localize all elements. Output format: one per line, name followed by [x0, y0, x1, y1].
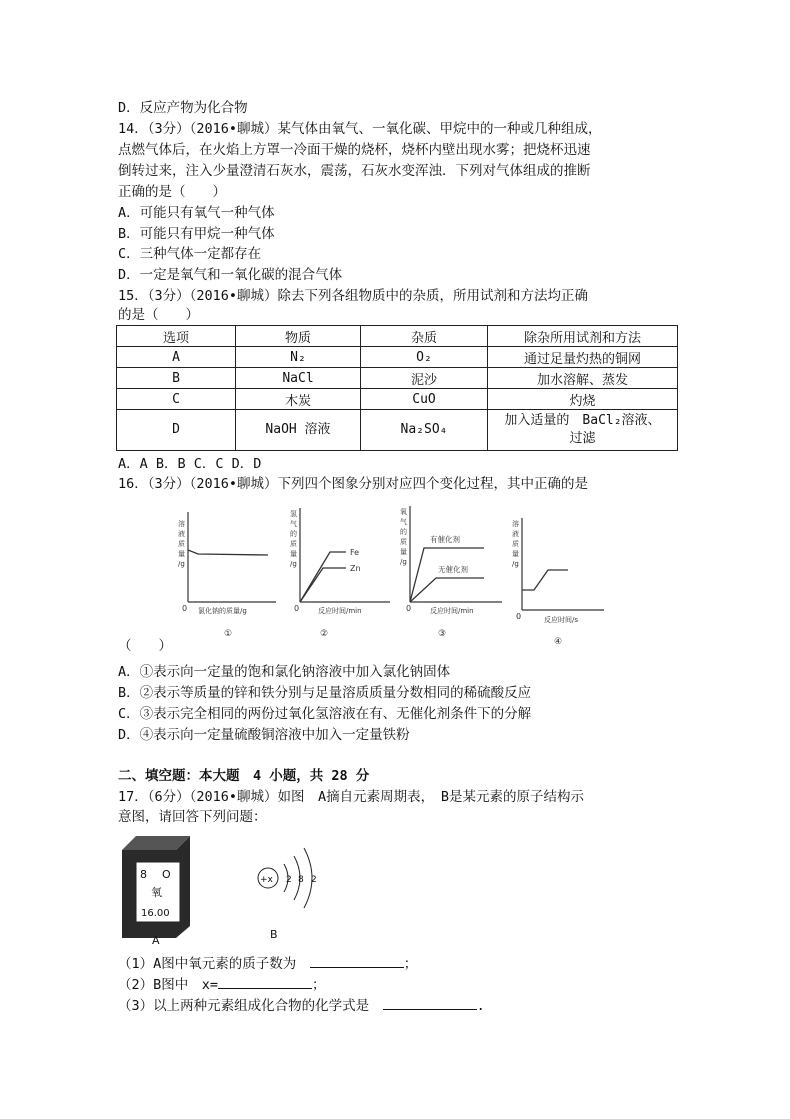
q16-stem: 16．（3分）（2016•聊城）下列四个图象分别对应四个变化过程，其中正确的是	[118, 476, 589, 492]
q17-stem-line: 意图，请回答下列问题：	[118, 809, 267, 825]
q17-stem-line: 17．（6分）（2016•聊城）如图 A摘自元素周期表， B是某元素的原子结构示	[118, 789, 585, 805]
curve-label: Fe	[350, 548, 360, 557]
curve-without-catalyst	[410, 578, 484, 602]
ylabel-char: 气	[290, 520, 297, 528]
curve	[188, 550, 268, 555]
q16-option-b: B．②表示等质量的锌和铁分别与足量溶质质量分数相同的稀硫酸反应	[118, 685, 532, 701]
figure-label: A	[152, 934, 160, 947]
q15-stem-line: 15．（3分）（2016•聊城）除去下列各组物质中的杂质，所用试剂和方法均正确	[118, 288, 589, 304]
table-cell: Na₂SO₄	[361, 410, 488, 451]
table-header: 选项	[117, 326, 236, 347]
table-cell: 木炭	[236, 389, 361, 410]
q17-subquestion-1	[118, 955, 417, 973]
q17-subquestion-3	[118, 997, 485, 1015]
x-axis-label: 氯化钠的质量/g	[198, 607, 247, 615]
ylabel-char: 量	[400, 548, 407, 556]
ylabel-char: /g	[512, 560, 519, 568]
curve-with-catalyst	[410, 548, 484, 602]
ylabel-char: /g	[178, 560, 185, 568]
curve-fe	[300, 552, 346, 602]
ylabel-char: 氢	[290, 510, 297, 518]
q14-option-b: B．可能只有甲烷一种气体	[118, 226, 275, 242]
ylabel-char: 液	[178, 530, 185, 538]
table-cell: NaOH 溶液	[236, 410, 361, 451]
nucleus-charge: +x	[260, 875, 273, 885]
graph-number: ①	[224, 629, 233, 639]
q14-stem-line: 14．（3分）（2016•聊城）某气体由氧气、一氧化碳、甲烷中的一种或几种组成，	[118, 121, 602, 137]
subquestion-text: （1）A图中氧元素的质子数为	[118, 956, 310, 972]
q16-option-c: C．③表示完全相同的两份过氧化氢溶液在有、无催化剂条件下的分解	[118, 706, 532, 722]
table-header: 除杂所用试剂和方法	[488, 326, 678, 347]
curve-label: 有催化剂	[430, 535, 460, 544]
figure-b-atom-structure	[258, 848, 317, 941]
atomic-mass: 16.00	[141, 908, 170, 919]
subquestion-suffix: ；	[312, 977, 326, 993]
graph-1	[178, 512, 276, 639]
table-cell: N₂	[236, 347, 361, 368]
q14-stem-line: 正确的是（ ）	[118, 184, 226, 200]
ylabel-char: 氧	[400, 508, 407, 516]
table-row	[117, 389, 678, 410]
table-cell: 灼烧	[488, 389, 678, 410]
table-cell: A	[117, 347, 236, 368]
ylabel-char: 质	[400, 538, 407, 546]
electron-count: 8	[298, 875, 304, 885]
section-title: 二、填空题：本大题 4 小题，共 28 分	[118, 768, 370, 784]
ylabel-char: /g	[400, 558, 407, 566]
table-row	[117, 347, 678, 368]
answer-blank[interactable]	[383, 997, 477, 1010]
ylabel-char: 的	[290, 530, 297, 538]
x-axis-label: 反应时间/min	[430, 607, 474, 615]
x-axis-label: 反应时间/min	[318, 607, 362, 615]
q13-option-d: D．反应产物为化合物	[118, 100, 248, 116]
graph-4-ylabel	[512, 519, 519, 568]
figure-label: B	[270, 928, 278, 941]
subquestion-suffix: ；	[403, 956, 418, 972]
origin-label: 0	[406, 604, 412, 613]
ylabel-char: 量	[512, 550, 519, 558]
subquestion-text: （3）以上两种元素组成化合物的化学式是	[118, 998, 383, 1014]
x-axis-label: 反应时间/s	[544, 616, 579, 624]
graph-3-ylabel	[400, 507, 407, 566]
q14-stem-line: 点燃气体后，在火焰上方罩一冷面干燥的烧杯，烧杯内壁出现水雾；把烧杯迅速	[118, 142, 591, 158]
ylabel-char: 溶	[512, 520, 519, 528]
graph-2-ylabel	[290, 509, 297, 568]
table-cell: 加水溶解、蒸发	[488, 368, 678, 389]
electron-count: 2	[286, 875, 292, 885]
q17-figure	[118, 832, 368, 948]
element-symbol: O	[162, 868, 171, 881]
curve-zn	[300, 568, 346, 602]
subquestion-text: （2）B图中 x=	[118, 977, 219, 993]
q16-answer-paren: （ ）	[118, 638, 172, 654]
table-cell	[488, 410, 678, 451]
table-cell: CuO	[361, 389, 488, 410]
table-cell: C	[117, 389, 236, 410]
table-cell: D	[117, 410, 236, 451]
table-row	[117, 410, 678, 451]
table-row	[117, 368, 678, 389]
graph-1-ylabel	[178, 519, 185, 568]
table-cell: 泥沙	[361, 368, 488, 389]
ylabel-char: 的	[400, 528, 407, 536]
table-cell-line: 过滤	[569, 431, 596, 446]
curve-label: 无催化剂	[438, 565, 468, 574]
q14-stem-line: 倒转过来，注入少量澄清石灰水，震荡，石灰水变浑浊．下列对气体组成的推断	[118, 163, 591, 179]
subquestion-suffix: .	[476, 998, 485, 1014]
figure-a-periodic-cell	[122, 836, 190, 947]
ylabel-char: 质	[512, 540, 519, 548]
origin-label: 0	[182, 604, 188, 613]
table-cell: O₂	[361, 347, 488, 368]
graph-2	[290, 508, 390, 639]
q14-option-d: D．一定是氧气和一氧化碳的混合气体	[118, 267, 343, 283]
ylabel-char: 质	[178, 540, 185, 548]
answer-blank[interactable]	[310, 955, 404, 968]
ylabel-char: /g	[290, 560, 297, 568]
table-cell: B	[117, 368, 236, 389]
electron-count: 2	[311, 875, 317, 885]
table-header-row	[117, 326, 678, 347]
q14-option-a: A．可能只有氧气一种气体	[118, 205, 275, 221]
ylabel-char: 溶	[178, 520, 185, 528]
q14-option-c: C．三种气体一定都存在	[118, 246, 262, 262]
graph-number: ④	[554, 637, 563, 647]
q15-table	[116, 325, 678, 451]
curve	[522, 570, 568, 590]
q16-option-d: D．④表示向一定量硫酸铜溶液中加入一定量铁粉	[118, 727, 410, 743]
q15-answer-options: A．A B．B C．C D．D	[118, 456, 262, 472]
graph-3	[400, 506, 502, 639]
q16-option-a: A．①表示向一定量的饱和氯化钠溶液中加入氯化钠固体	[118, 664, 451, 680]
ylabel-char: 气	[400, 518, 407, 526]
table-header: 物质	[236, 326, 361, 347]
ylabel-char: 质	[290, 540, 297, 548]
graph-number: ③	[438, 629, 447, 639]
origin-label: 0	[294, 604, 300, 613]
graph-4	[512, 518, 604, 647]
origin-label: 0	[516, 612, 522, 621]
table-cell: 通过足量灼热的铜网	[488, 347, 678, 368]
graph-number: ②	[320, 629, 329, 639]
table-cell: NaCl	[236, 368, 361, 389]
curve-label: Zn	[350, 564, 361, 573]
table-cell-line: 加入适量的 BaCl₂溶液、	[504, 413, 661, 428]
q16-graphs-figure	[168, 498, 608, 650]
ylabel-char: 液	[512, 530, 519, 538]
table-header: 杂质	[361, 326, 488, 347]
answer-blank[interactable]	[218, 976, 312, 989]
q15-stem-line: 的是（ ）	[118, 307, 199, 323]
q17-subquestion-2	[118, 976, 326, 994]
atomic-number: 8	[140, 868, 147, 881]
element-name: 氧	[151, 886, 162, 899]
ylabel-char: 量	[178, 550, 185, 558]
ylabel-char: 量	[290, 550, 297, 558]
